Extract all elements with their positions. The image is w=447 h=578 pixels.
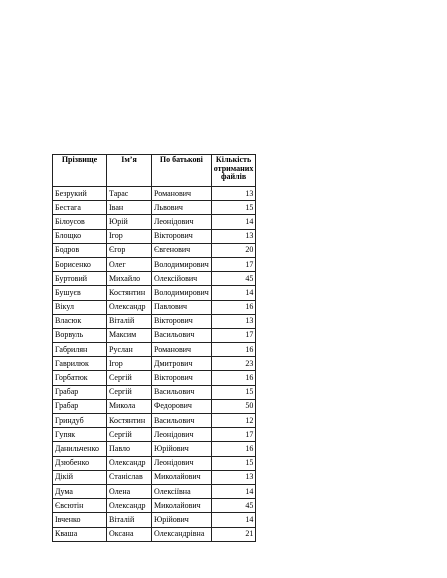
cell-patronymic: Леонідович [152,215,212,229]
cell-patronymic: Васильович [152,328,212,342]
cell-name: Костянтин [107,414,152,428]
table-row [53,300,256,314]
cell-patronymic: Романович [152,187,212,201]
cell-surname: Кваша [53,527,107,541]
cell-surname: Бушуєв [53,286,107,300]
cell-name: Олександр [107,456,152,470]
cell-patronymic: Олексійович [152,272,212,286]
cell-surname: Гупяк [53,428,107,442]
cell-file-count: 12 [211,414,256,428]
cell-name: Олександр [107,300,152,314]
table-row [53,399,256,413]
cell-name: Олександр [107,499,152,513]
cell-file-count: 14 [211,484,256,498]
cell-surname: Борисенко [53,257,107,271]
cell-name: Віталій [107,513,152,527]
cell-name: Юрій [107,215,152,229]
cell-surname: Грабар [53,399,107,413]
table-row [53,527,256,541]
cell-file-count: 14 [211,286,256,300]
cell-surname: Блощко [53,229,107,243]
table-row [53,215,256,229]
cell-patronymic: Романович [152,343,212,357]
cell-patronymic: Юрійович [152,513,212,527]
table-body [53,187,256,542]
table-header [53,155,256,187]
cell-name: Іван [107,201,152,215]
cell-patronymic: Леонідович [152,456,212,470]
cell-file-count: 15 [211,385,256,399]
cell-name: Тарас [107,187,152,201]
cell-file-count: 17 [211,257,256,271]
cell-patronymic: Дмитрович [152,357,212,371]
cell-name: Віталій [107,314,152,328]
cell-name: Станіслав [107,470,152,484]
cell-file-count: 13 [211,314,256,328]
cell-surname: Ворвуль [53,328,107,342]
header-name: Ім’я [107,155,152,187]
header-surname: Прізвище [53,155,107,187]
table-row [53,442,256,456]
table-row [53,385,256,399]
cell-name: Сергій [107,371,152,385]
cell-surname: Білоусов [53,215,107,229]
header-count-line3: файлів [220,172,247,181]
cell-name: Максим [107,328,152,342]
cell-file-count: 23 [211,357,256,371]
cell-patronymic: Леонідович [152,428,212,442]
cell-file-count: 45 [211,272,256,286]
header-count-line2: отриманих [213,163,254,173]
table-row [53,484,256,498]
cell-file-count: 15 [211,456,256,470]
cell-name: Ігор [107,229,152,243]
table-row [53,328,256,342]
header-count-line1: Кількість [215,155,252,164]
table-row [53,229,256,243]
cell-surname: Івченко [53,513,107,527]
files-table [52,154,256,542]
table-row [53,513,256,527]
cell-surname: Гаврилюк [53,357,107,371]
table-row [53,243,256,257]
cell-name: Єгор [107,243,152,257]
cell-file-count: 13 [211,229,256,243]
table-row [53,314,256,328]
cell-surname: Буртовий [53,272,107,286]
cell-patronymic: Львович [152,201,212,215]
cell-surname: Бестага [53,201,107,215]
cell-file-count: 16 [211,300,256,314]
cell-surname: Дікій [53,470,107,484]
cell-surname: Власюк [53,314,107,328]
cell-name: Оксана [107,527,152,541]
cell-surname: Горбатюк [53,371,107,385]
cell-file-count: 17 [211,328,256,342]
cell-file-count: 16 [211,343,256,357]
cell-surname: Бодров [53,243,107,257]
cell-patronymic: Федорович [152,399,212,413]
document-page [52,154,256,542]
cell-name: Павло [107,442,152,456]
cell-file-count: 20 [211,243,256,257]
cell-surname: Вікул [53,300,107,314]
table-row [53,357,256,371]
cell-patronymic: Вікторович [152,314,212,328]
table-row [53,428,256,442]
cell-surname: Данильченко [53,442,107,456]
header-row [53,155,256,187]
cell-surname: Дзюбенко [53,456,107,470]
cell-file-count: 21 [211,527,256,541]
table-row [53,201,256,215]
cell-surname: Дума [53,484,107,498]
cell-name: Сергій [107,428,152,442]
table-row [53,499,256,513]
header-file-count [211,155,256,187]
cell-file-count: 45 [211,499,256,513]
cell-file-count: 50 [211,399,256,413]
cell-patronymic: Павлович [152,300,212,314]
cell-patronymic: Миколайович [152,499,212,513]
cell-name: Микола [107,399,152,413]
cell-patronymic: Вікторович [152,371,212,385]
cell-name: Руслан [107,343,152,357]
cell-name: Сергій [107,385,152,399]
cell-name: Михайло [107,272,152,286]
cell-patronymic: Васильович [152,385,212,399]
cell-patronymic: Володимирович [152,286,212,300]
table-row [53,257,256,271]
cell-name: Олена [107,484,152,498]
cell-patronymic: Васильович [152,414,212,428]
cell-file-count: 16 [211,371,256,385]
cell-file-count: 13 [211,187,256,201]
cell-patronymic: Юрійович [152,442,212,456]
cell-surname: Гриндуб [53,414,107,428]
table-row [53,371,256,385]
table-row [53,414,256,428]
cell-patronymic: Олександрівна [152,527,212,541]
table-row [53,470,256,484]
cell-name: Ігор [107,357,152,371]
cell-file-count: 14 [211,215,256,229]
cell-patronymic: Вікторович [152,229,212,243]
cell-patronymic: Володимирович [152,257,212,271]
table-row [53,343,256,357]
table-row [53,286,256,300]
cell-file-count: 15 [211,201,256,215]
cell-patronymic: Олексіївна [152,484,212,498]
cell-file-count: 13 [211,470,256,484]
cell-name: Олег [107,257,152,271]
cell-surname: Габрилян [53,343,107,357]
cell-file-count: 17 [211,428,256,442]
cell-file-count: 14 [211,513,256,527]
table-row [53,456,256,470]
cell-name: Костянтин [107,286,152,300]
cell-patronymic: Євгенович [152,243,212,257]
cell-surname: Євсютін [53,499,107,513]
cell-surname: Безрукий [53,187,107,201]
cell-file-count: 16 [211,442,256,456]
table-row [53,187,256,201]
table-row [53,272,256,286]
header-patronymic: По батькові [152,155,212,187]
cell-patronymic: Миколайович [152,470,212,484]
cell-surname: Грабар [53,385,107,399]
